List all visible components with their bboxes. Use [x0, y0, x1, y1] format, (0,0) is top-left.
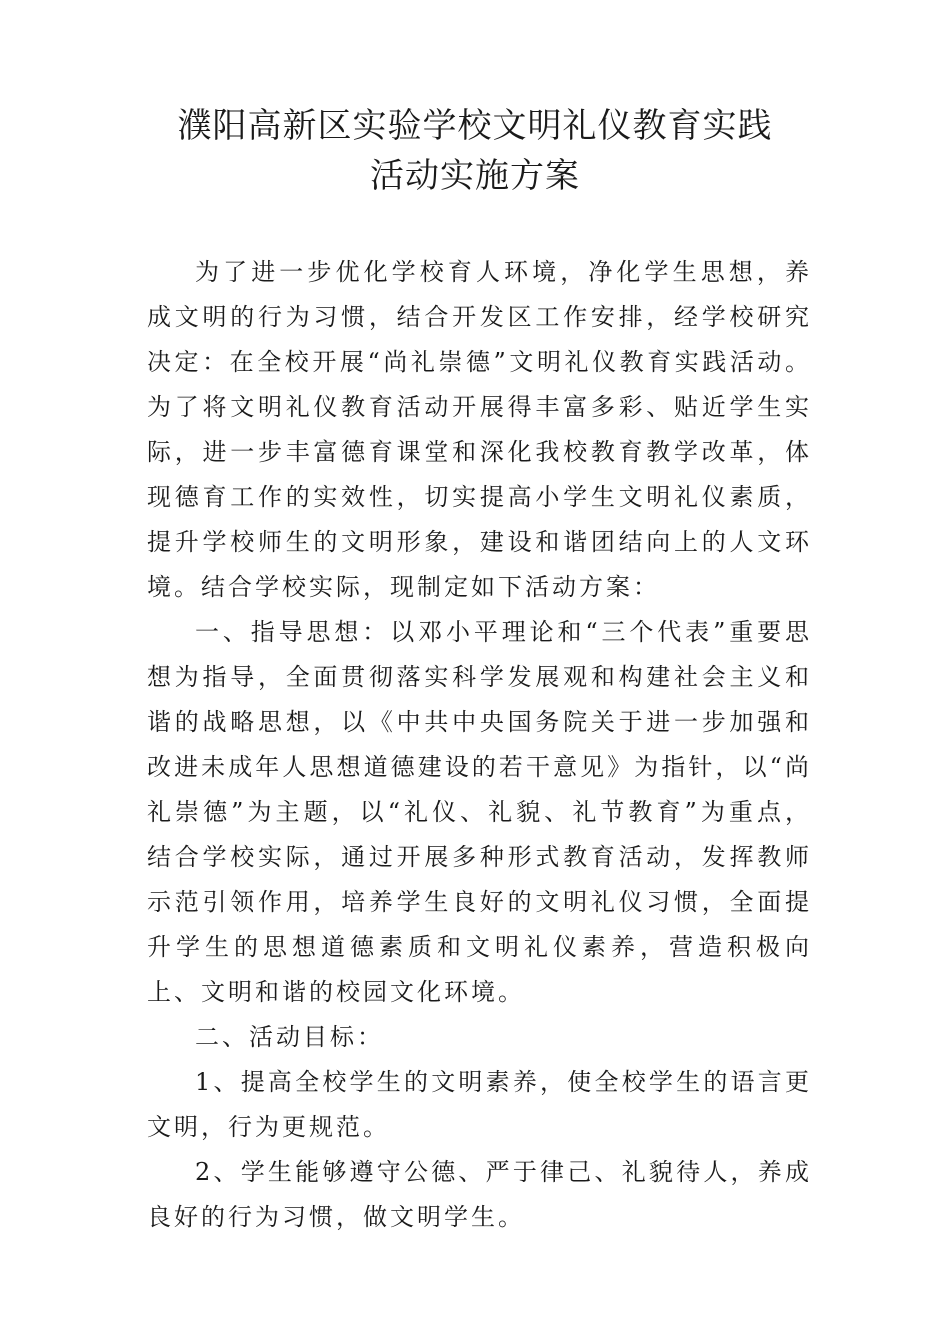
document-body [147, 250, 812, 1240]
document-title-line-2: 活动实施方案 [370, 156, 580, 196]
intro-paragraph: 为了进一步优化学校育人环境，净化学生思想，养成文明的行为习惯，结合开发区工作安排，经学校研究决定：在全校开展“尚礼崇德”文明礼仪教育实践活动。为了将文明礼仪教育活动开展得丰富多彩、贴近学生实际，进一步丰富德育课堂和深化我校教育教学改革，体现德育工作的实效性，切实提高小学生文明礼仪素质，提升学校师生的文明形象，建设和谐团结向上的人文环境。结合学校实际，现制定如下活动方案： [147, 258, 812, 601]
goal-item-2: 2、学生能够遵守公德、严于律己、礼貌待人，养成良好的行为习惯，做文明学生。 [147, 1158, 812, 1231]
goal-item-1: 1、提高全校学生的文明素养，使全校学生的语言更文明，行为更规范。 [147, 1068, 812, 1141]
document-title-line-1: 濮阳高新区实验学校文明礼仪教育实践 [177, 106, 773, 146]
guiding-thought-paragraph: 一、指导思想：以邓小平理论和“三个代表”重要思想为指导，全面贯彻落实科学发展观和构建社会主义和谐的战略思想，以《中共中央国务院关于进一步加强和改进未成年人思想道德建设的若干意见》为指针，以“尚礼崇德”为主题，以“礼仪、礼貌、礼节教育”为重点，结合学校实际，通过开展多种形式教育活动，发挥教师示范引领作用，培养学生良好的文明礼仪习惯，全面提升学生的思想道德素质和文明礼仪素养，营造积极向上、文明和谐的校园文化环境。 [147, 618, 812, 1006]
activity-goals-heading: 二、活动目标： [195, 1023, 384, 1051]
